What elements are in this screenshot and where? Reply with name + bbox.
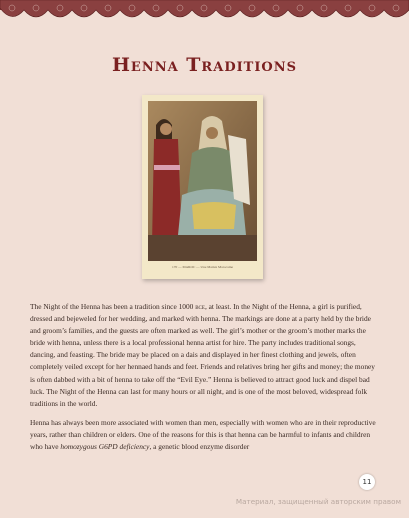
paragraph-2-text-a: Henna has always been more associated with women than men, especially with women who are in their reproductive years, rather than children or elders. One of the reasons for this is that henna can be harmful to infants and children who have [30,417,376,452]
moroccan-bride-illustration [142,95,263,279]
page-title: Henna Traditions [111,54,298,76]
copyright-watermark: Материал, защищенный авторским правом [235,497,401,506]
ornamental-lace-border [0,0,409,26]
paragraph-2 [30,417,379,453]
paragraph-1-text-a: The Night of the Henna has been a tradition since 1000 [30,302,196,311]
body-text [30,301,379,460]
era-abbreviation: bce [195,302,205,311]
paragraph-1 [30,301,379,410]
paragraph-2-text-b: , a genetic blood enzyme disorder [149,442,250,452]
photo-caption: 170 — MAROC — Une Mariée Marocaine [171,265,234,269]
vintage-postcard-photo [142,95,263,279]
medical-term: homozygous G6PD deficiency [60,442,150,452]
paragraph-1-text-b: , at least. In the Night of the Henna, a girl is purified, dressed and bejeweled for her wedding, and marked with henna. The markings are done at a party held by the bride and groom’s families, and the guests are often marked as well. The girl’s mother or the groom’s mother marks the bride with henna, unless there is a local professional henna artist for hire. The party includes traditional songs, dancing, and feasting. The bride may be placed on a dais and displayed in her finest clothing and jewels, often completely veiled except for her hennaed hands and feet. Friends and relatives bring her gifts and money; the money is often dabbed with a bit of henna to take off the “Evil Eye.” Henna is believed to attract good luck and dispel bad luck. The Night of the Henna can last for many hours or all night, and is one of the most beloved, widespread folk traditions in the world. [30,302,375,408]
page-number: 11 [359,474,375,490]
